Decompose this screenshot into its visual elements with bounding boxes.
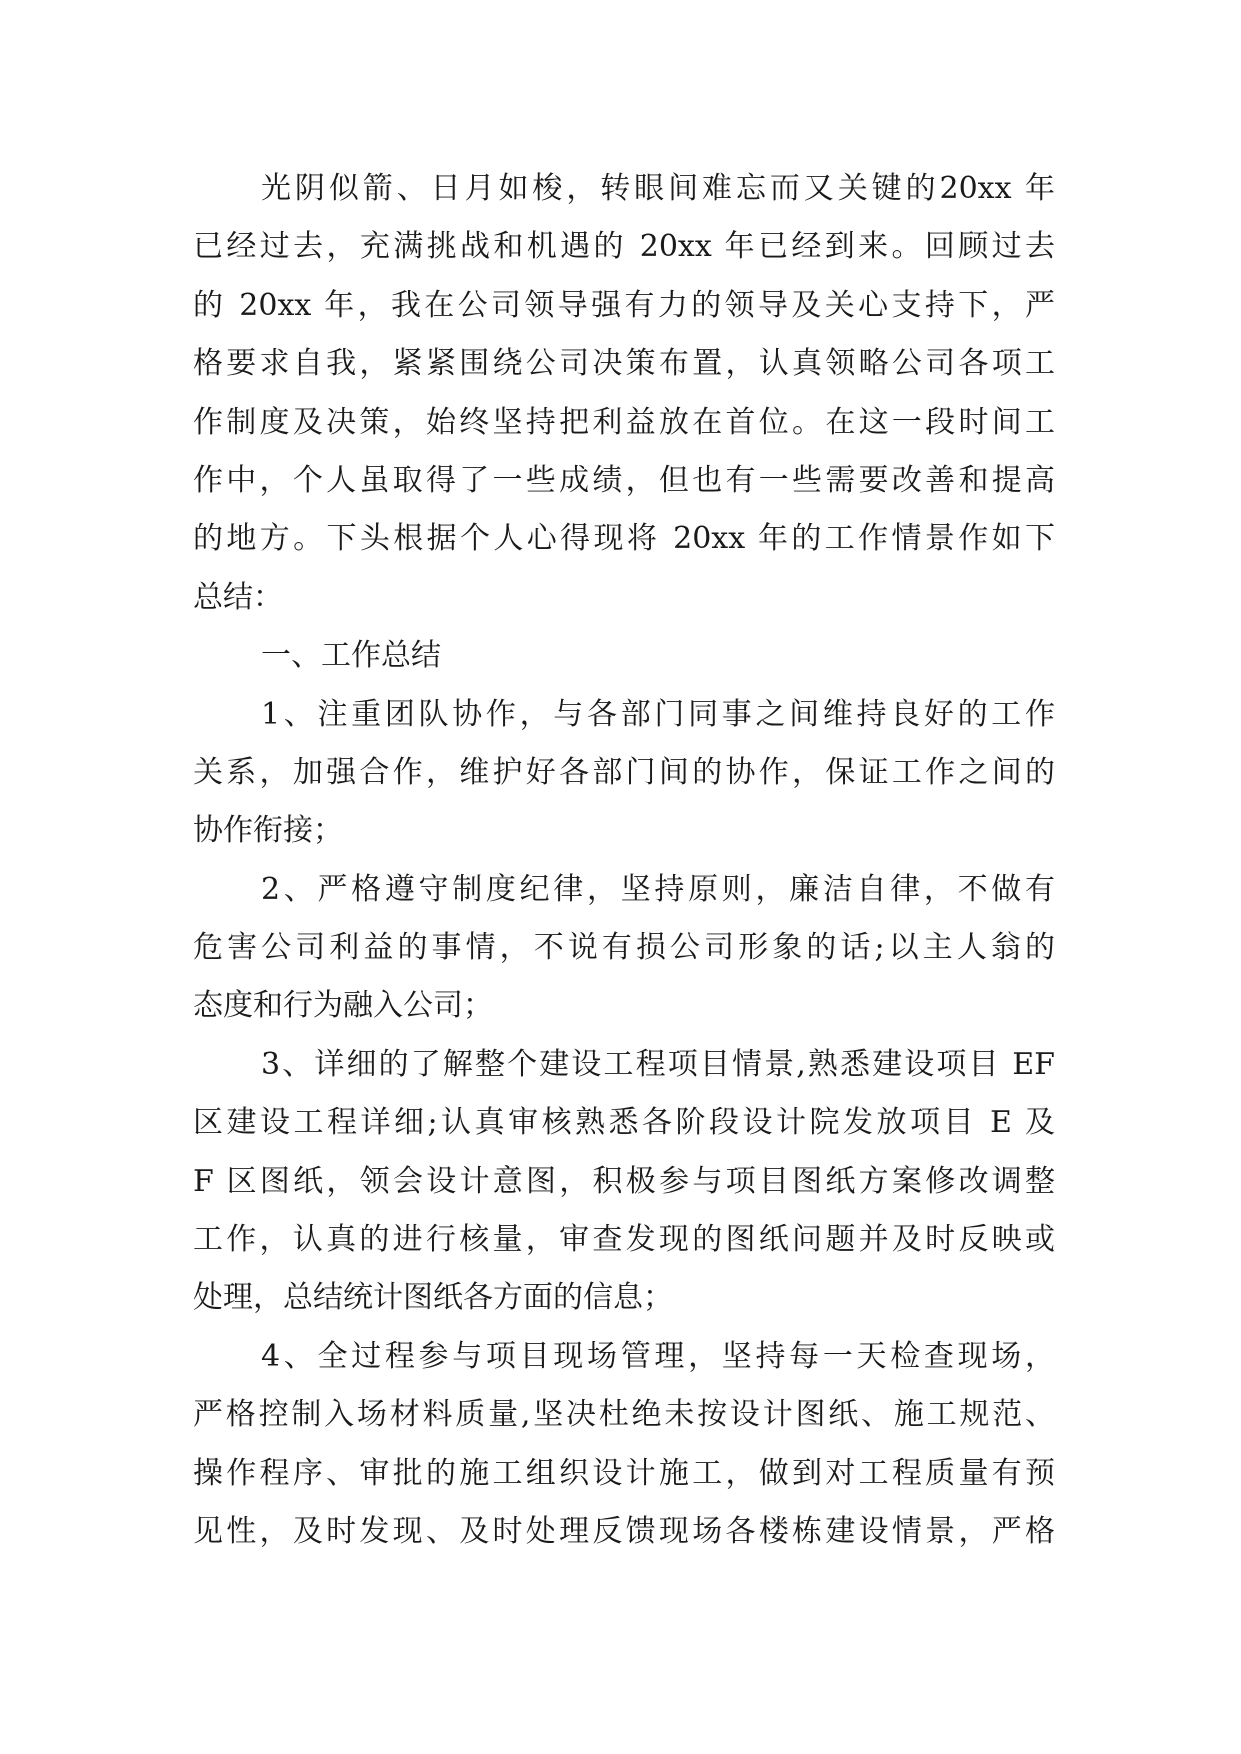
paragraph-line: 严格控制入场材料质量,坚决杜绝未按设计图纸、施工规范、 xyxy=(193,1397,1055,1433)
item-paragraph-3 xyxy=(193,1036,1055,1328)
paragraph-line: 4、全过程参与项目现场管理，坚持每一天检查现场， xyxy=(261,1338,1055,1374)
paragraph-line: 3、详细的了解整个建设工程项目情景,熟悉建设项目 EF xyxy=(261,1046,1055,1082)
paragraph-line: 格要求自我，紧紧围绕公司决策布置，认真领略公司各项工 xyxy=(193,346,1055,382)
item-paragraph-4 xyxy=(193,1328,1055,1562)
paragraph-line: F 区图纸，领会设计意图，积极参与项目图纸方案修改调整 xyxy=(193,1163,1055,1199)
paragraph-line: 的 20xx 年，我在公司领导强有力的领导及关心支持下，严 xyxy=(193,287,1055,323)
intro-paragraph xyxy=(193,160,1055,627)
paragraph-line: 2、严格遵守制度纪律，坚持原则，廉洁自律，不做有 xyxy=(261,871,1055,907)
document-body xyxy=(193,160,1055,1561)
paragraph-line: 已经过去，充满挑战和机遇的 20xx 年已经到来。回顾过去 xyxy=(193,229,1055,265)
paragraph-line: 操作程序、审批的施工组织设计施工，做到对工程质量有预 xyxy=(193,1455,1055,1491)
paragraph-line: 协作衔接； xyxy=(193,813,343,849)
paragraph-line: 危害公司利益的事情，不说有损公司形象的话;以主人翁的 xyxy=(193,930,1055,966)
paragraph-line: 总结： xyxy=(193,579,283,615)
paragraph-line: 作制度及决策，始终坚持把利益放在首位。在这一段时间工 xyxy=(193,404,1055,440)
section-heading: 一、工作总结 xyxy=(261,638,441,674)
paragraph-line: 态度和行为融入公司； xyxy=(193,988,493,1024)
paragraph-line: 区建设工程详细;认真审核熟悉各阶段设计院发放项目 E 及 xyxy=(193,1105,1055,1141)
paragraph-line: 光阴似箭、日月如梭，转眼间难忘而又关键的20xx 年 xyxy=(261,171,1055,206)
item-paragraph-2 xyxy=(193,861,1055,1036)
paragraph-line: 见性，及时发现、及时处理反馈现场各楼栋建设情景，严格 xyxy=(193,1513,1055,1549)
paragraph-line: 关系，加强合作，维护好各部门间的协作，保证工作之间的 xyxy=(193,754,1055,790)
paragraph-line: 作中，个人虽取得了一些成绩，但也有一些需要改善和提高 xyxy=(193,462,1055,498)
paragraph-line: 1、注重团队协作，与各部门同事之间维持良好的工作 xyxy=(261,696,1055,732)
paragraph-line: 工作，认真的进行核量，审查发现的图纸问题并及时反映或 xyxy=(193,1222,1055,1258)
paragraph-line: 的地方。下头根据个人心得现将 20xx 年的工作情景作如下 xyxy=(193,521,1055,557)
item-paragraph-1 xyxy=(193,686,1055,861)
paragraph-line: 处理，总结统计图纸各方面的信息； xyxy=(193,1280,673,1316)
